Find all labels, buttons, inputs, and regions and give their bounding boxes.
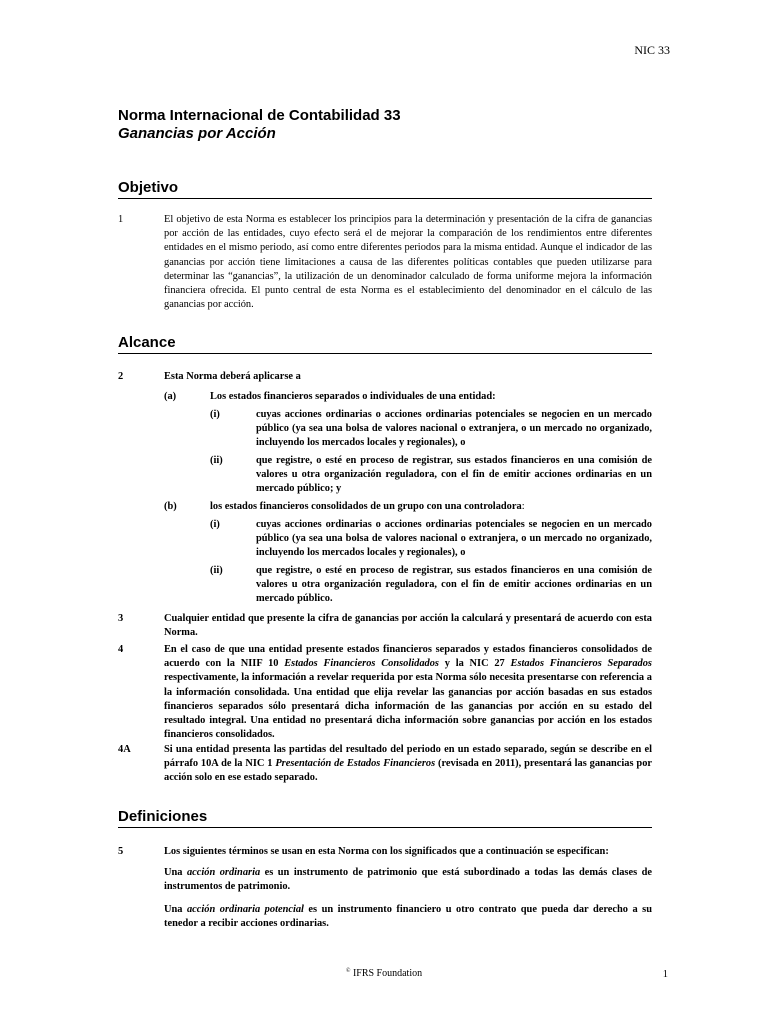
paragraph-number: 5: [118, 846, 124, 857]
list-item-a: [164, 390, 652, 404]
definition-potential-ordinary-share: Una acción ordinaria potencial es un instrumento financiero u otro contrato que pueda dar derecho a su tenedor a recibir acciones ordinarias.: [164, 904, 652, 930]
list-label: (ii): [210, 565, 223, 576]
paragraph-text: Los siguientes términos se usan en esta Norma con los significados que a continuación se especifican:: [164, 846, 609, 857]
section-heading-definiciones: Definiciones: [118, 807, 652, 828]
paragraph-number: 2: [118, 371, 124, 382]
list-item-a-ii: [210, 454, 652, 497]
paragraph-number: 4A: [118, 744, 131, 755]
paragraph-3: [118, 612, 652, 640]
definition-ordinary-share: Una acción ordinaria es un instrumento de patrimonio que está subordinado a todas las demás clases de instrumentos de patrimonio.: [164, 867, 652, 893]
list-item-a-i: [210, 408, 652, 451]
standard-code-header: NIC 33: [634, 43, 670, 57]
paragraph-text: El objetivo de esta Norma es establecer los principios para la determinación y presentación de la cifra de ganancias por acción de las entidades, cuyo efecto será el de mejorar la comparación de los rendimientos entre diferentes entidades en el mismo periodo, así como entre diferentes periodos para la misma entidad. Aunque el indicador de las ganancias por acción tiene limitaciones a causa de las diferentes políticas contables que pueden utilizarse para determinar las “ganancias”, la utilización de un denominador calculado de forma uniforme mejora la información financiera ofrecida. El punto central de esta Norma es el establecimiento del denominador en el cálculo de las ganancias por acción.: [164, 214, 652, 311]
list-text: que registre, o esté en proceso de registrar, sus estados financieros en una comisión de valores u otra organización reguladora, con el fin de emitir acciones ordinarias en un mercado público; y: [256, 455, 652, 495]
list-label: (ii): [210, 455, 223, 466]
list-label: (b): [164, 501, 177, 512]
reference-ias1-title: Presentación de Estados Financieros: [275, 758, 436, 770]
list-text: Los estados financieros separados o individuales de una entidad:: [210, 391, 496, 402]
document-title: Norma Internacional de Contabilidad 33: [118, 107, 401, 124]
list-text: los estados financieros consolidados de un grupo con una controladora: [210, 501, 522, 512]
list-label: (a): [164, 391, 177, 402]
footer-organization: IFRS Foundation: [352, 968, 423, 979]
page-number: 1: [662, 969, 668, 980]
list-label: (i): [210, 519, 220, 530]
list-item-b-ii: [210, 564, 652, 607]
paragraph-1: [118, 213, 652, 312]
list-text: cuyas acciones ordinarias o acciones ordinarias potenciales se negocien en un mercado público (ya sea una bolsa de valores nacional o extranjera, o un mercado no organizado, incluyendo los mercados locales y regionales), o: [256, 409, 652, 449]
list-label: (i): [210, 409, 220, 420]
defined-term: acción ordinaria: [186, 867, 261, 878]
paragraph-5: [118, 845, 652, 859]
paragraph-text: En el caso de que una entidad presente estados financieros separados y estados financieros consolidados de acuerdo con la NIIF 10 Estados Financieros Consolidados y la NIC 27 Estados Financieros Separados respectivamente, la información a revelar requerida por esta Norma sólo necesita presentarse con referencia a la información consolidada. Una entidad que elija revelar las ganancias por acción basadas en sus estados financieros separados sólo presentará dicha información de las ganancias por acción en su estado del resultado integral. Una entidad no presentará dicha información sobre ganancias por acción en los estados financieros consolidados.: [164, 644, 652, 741]
footer-copyright: [0, 968, 768, 979]
paragraph-4a: [118, 743, 652, 786]
copyright-symbol: ©: [345, 968, 351, 974]
defined-term: acción ordinaria potencial: [186, 904, 304, 915]
list-text: cuyas acciones ordinarias o acciones ordinarias potenciales se negocien en un mercado público (ya sea una bolsa de valores nacional o extranjera, o un mercado no organizado, incluyendo los mercados locales y regionales), o: [256, 519, 652, 559]
list-text-colon: :: [521, 501, 525, 512]
list-item-b-i: [210, 518, 652, 561]
paragraph-number: 3: [118, 613, 124, 624]
paragraph-text: Si una entidad presenta las partidas del resultado del periodo en un estado separado, según se describe en el párrafo 10A de la NIC 1 Presentación de Estados Financieros (revisada en 2011), presentará las ganancias por acción solo en ese estado separado.: [164, 744, 653, 784]
paragraph-4: [118, 643, 652, 742]
list-text: que registre, o esté en proceso de registrar, sus estados financieros en una comisión de valores u otra organización reguladora, con el fin de emitir acciones ordinarias en un mercado público.: [256, 565, 652, 605]
paragraph-text: Cualquier entidad que presente la cifra de ganancias por acción la calculará y presentará de acuerdo con esta Norma.: [164, 613, 652, 639]
list-item-b: [164, 500, 652, 514]
section-heading-objetivo: Objetivo: [118, 178, 652, 199]
reference-ifrs10-title: Estados Financieros Consolidados: [284, 658, 439, 670]
document-subtitle: Ganancias por Acción: [118, 125, 276, 142]
paragraph-number: 1: [118, 214, 124, 225]
reference-ias27-title: Estados Financieros Separados: [510, 658, 652, 670]
paragraph-text: Esta Norma deberá aplicarse a: [164, 371, 301, 382]
section-heading-alcance: Alcance: [118, 333, 652, 354]
paragraph-number: 4: [118, 644, 124, 655]
paragraph-2: [118, 370, 652, 384]
